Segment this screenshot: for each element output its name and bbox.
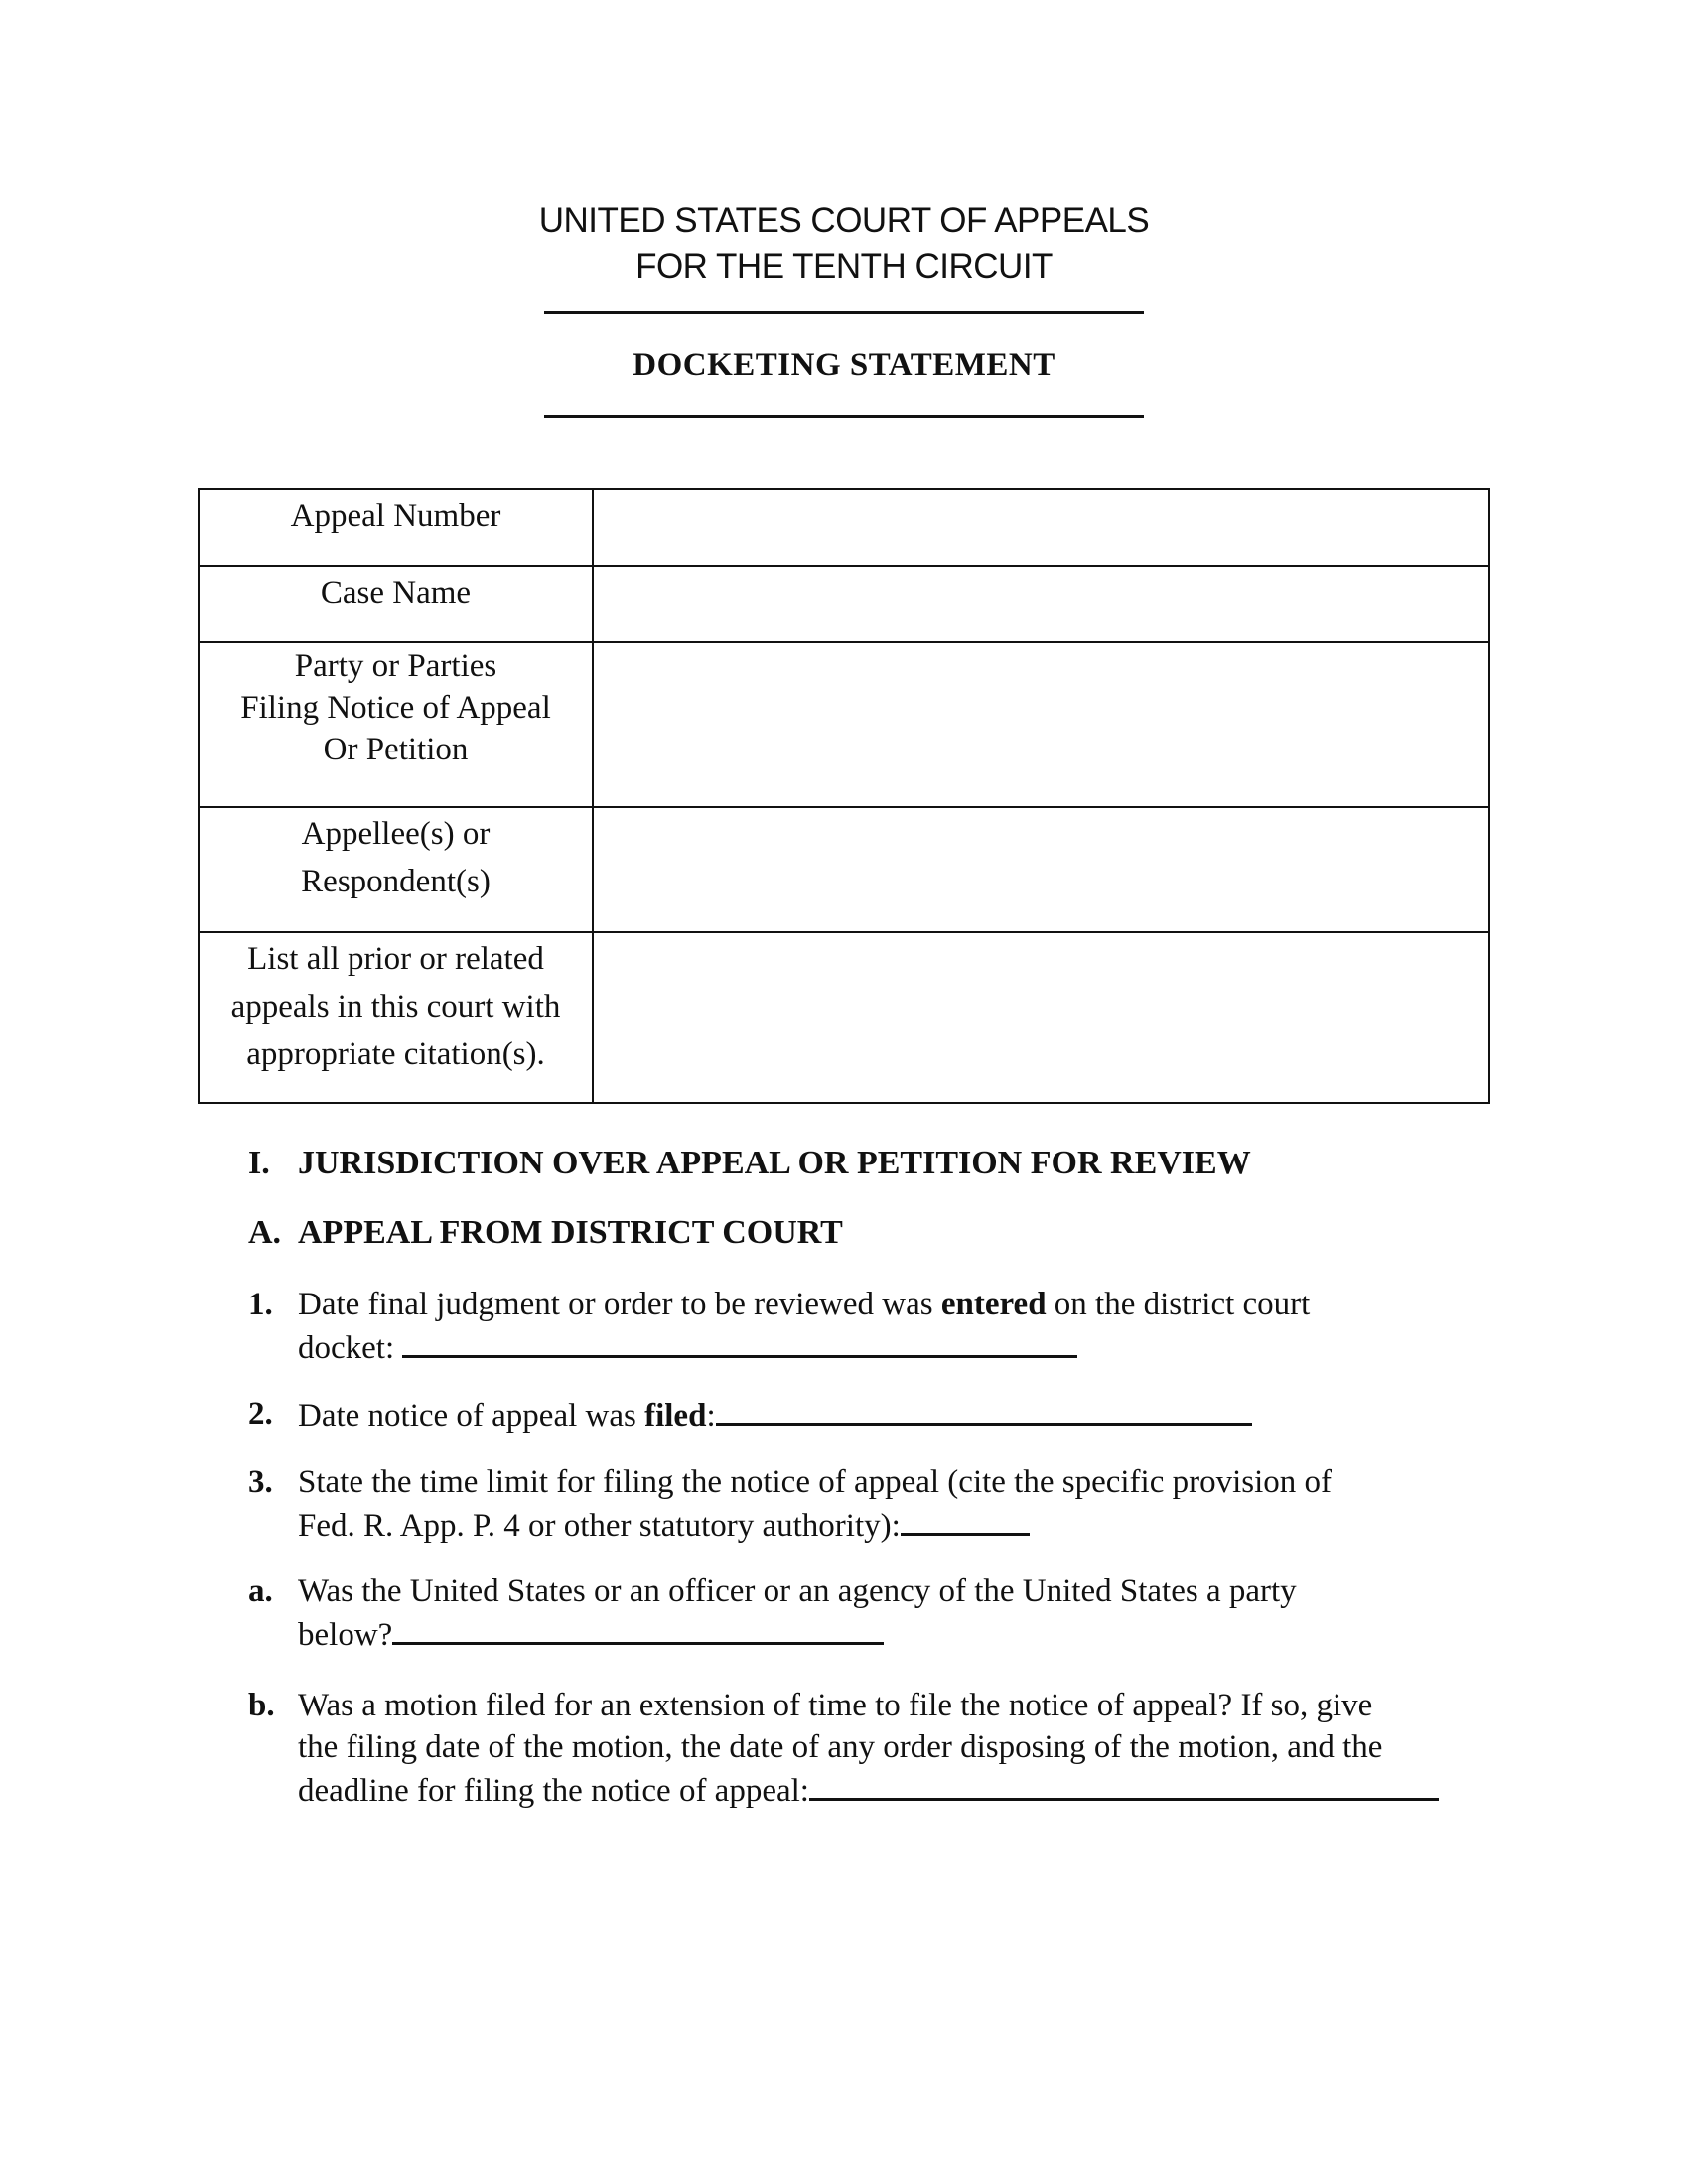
prior-appeals-input[interactable] [594,933,1488,983]
question-2: 2. Date notice of appeal was filed: [248,1393,1499,1436]
prior-appeals-field-cell [593,932,1489,1103]
appeal-number-field-cell [593,489,1489,566]
case-name-input[interactable] [594,567,1488,616]
question-b: b. Was a motion filed for an extension of time to file the notice of appeal? If so, give the filing date of the motion, the date of any order disposing of the motion, and the deadline for filing the notice of appeal: [248,1685,1499,1812]
us-party-blank[interactable] [392,1612,884,1645]
appellees-input[interactable] [594,808,1488,858]
appellees-field-cell [593,807,1489,932]
court-heading [0,199,1688,290]
question-1: 1. Date final judgment or order to be reviewed was entered on the district court docket: [248,1287,1311,1366]
parties-filing-field-cell [593,642,1489,807]
question-3: 3. State the time limit for filing the notice of appeal (cite the specific provision of Fed. R. App. P. 4 or other statutory authority): [248,1464,1333,1544]
table-row-appellees [199,807,1489,932]
parties-filing-input[interactable] [594,643,1488,693]
case-name-field-cell [593,566,1489,642]
page-title: DOCKETING STATEMENT [633,347,1055,383]
label-appeal-number: Appeal Number [199,489,593,566]
label-parties-filing: Party or Parties Filing Notice of Appeal Or Petition [199,642,593,807]
court-name-line1: UNITED STATES COURT OF APPEALS [538,202,1150,240]
appeal-number-input[interactable] [594,490,1488,540]
table-row-case-name [199,566,1489,642]
table-row-parties-filing [199,642,1489,807]
divider-top [544,311,1144,314]
time-limit-blank[interactable] [901,1503,1030,1536]
court-name-line2: FOR THE TENTH CIRCUIT [635,247,1053,286]
label-prior-appeals: List all prior or related appeals in this court with appropriate citation(s). [199,932,593,1103]
question-a: a. Was the United States or an officer or an agency of the United States a party below? [248,1573,1297,1653]
label-appellees: Appellee(s) or Respondent(s) [199,807,593,932]
table-row-appeal-number [199,489,1489,566]
judgment-date-blank[interactable] [402,1325,1077,1358]
notice-filed-date-blank[interactable] [716,1393,1252,1426]
extension-motion-blank[interactable] [809,1768,1439,1801]
table-row-prior-appeals [199,932,1489,1103]
case-info-table [198,488,1490,1104]
label-case-name: Case Name [199,566,593,642]
divider-bottom [544,415,1144,418]
